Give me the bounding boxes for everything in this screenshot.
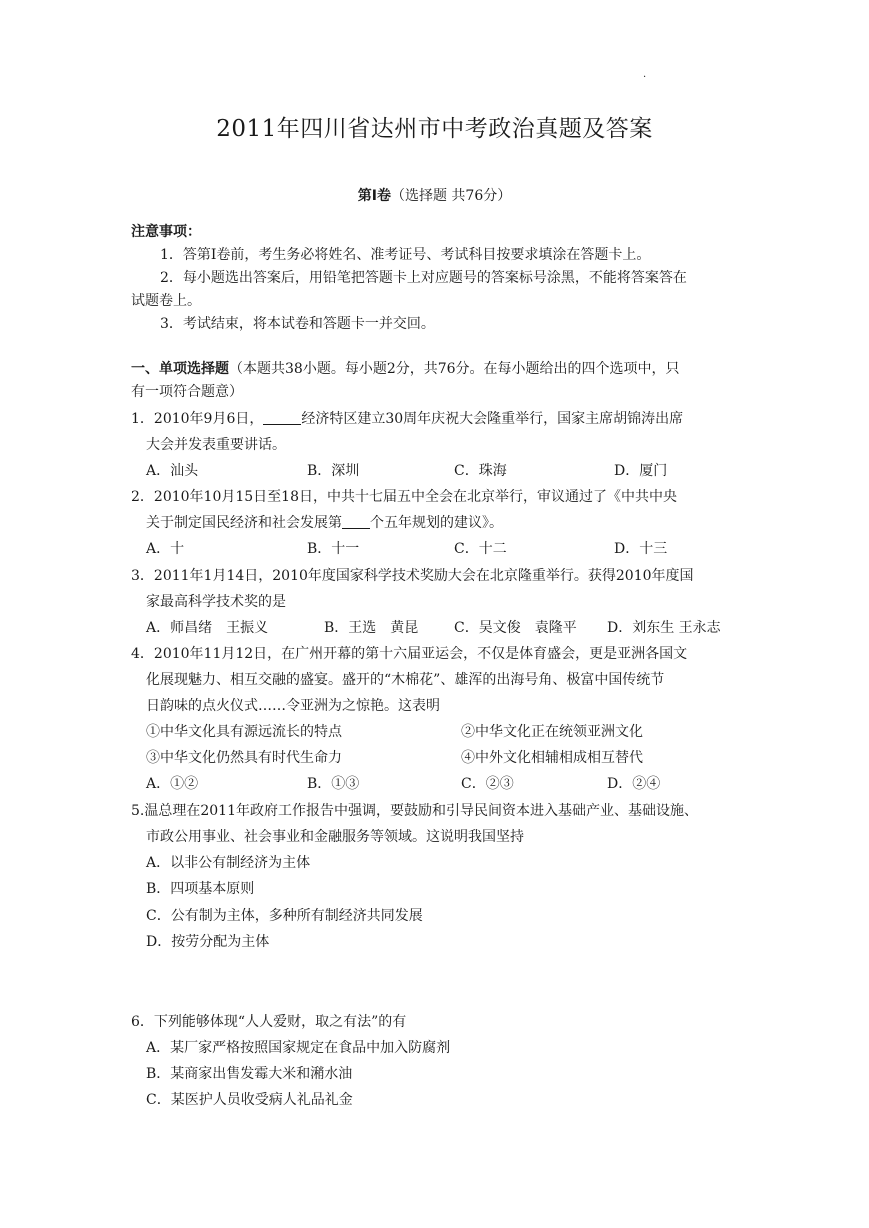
part1-heading: 一、单项选择题 bbox=[131, 361, 229, 377]
q4-option-b: B．①③ bbox=[307, 776, 360, 792]
q6-option-b: B．某商家出售发霉大米和潲水油 bbox=[146, 1066, 353, 1082]
q6-option-c: C．某医护人员收受病人礼品礼金 bbox=[146, 1092, 353, 1108]
q1-option-c: C．珠海 bbox=[454, 463, 507, 479]
q4-option-d: D．②④ bbox=[607, 776, 661, 792]
q4-stem-cont-2: 日韵味的点火仪式……令亚洲为之惊艳。这表明 bbox=[146, 698, 440, 714]
q3-option-c: C．吴文俊 袁隆平 bbox=[454, 620, 577, 636]
section-info: （选择题 共76分） bbox=[390, 188, 512, 204]
q2-stem-cont bbox=[146, 513, 503, 533]
q4-statement-3: ③中华文化仍然具有时代生命力 bbox=[146, 750, 342, 766]
part1-desc: （本题共38小题。每小题2分，共76分。在每小题给出的四个选项中，只 bbox=[229, 361, 680, 377]
q1-blank bbox=[263, 410, 301, 425]
q2-option-c: C．十二 bbox=[454, 541, 507, 557]
part1-heading-line bbox=[131, 359, 680, 379]
q1-option-b: B．深圳 bbox=[307, 463, 360, 479]
q1-stem bbox=[131, 409, 683, 429]
notice-item-2-cont: 试题卷上。 bbox=[131, 293, 201, 309]
q2-stem-b: 个五年规划的建议》。 bbox=[370, 515, 503, 531]
q4-statement-1: ①中华文化具有源远流长的特点 bbox=[146, 724, 342, 740]
q2-stem: 2．2010年10月15日至18日，中共十七届五中全会在北京举行，审议通过了《中共中央 bbox=[131, 489, 677, 505]
q2-stem-a: 关于制定国民经济和社会发展第 bbox=[146, 515, 342, 531]
q2-option-d: D．十三 bbox=[614, 541, 668, 557]
q1-option-a: A．汕头 bbox=[146, 463, 199, 479]
part1-desc-cont: 有一项符合题意） bbox=[131, 384, 243, 400]
q3-option-a: A．师昌绪 王振义 bbox=[146, 620, 269, 636]
q1-stem-b: 经济特区建立30周年庆祝大会隆重举行，国家主席胡锦涛出席 bbox=[301, 411, 684, 427]
q4-option-a: A．①② bbox=[146, 776, 199, 792]
section-heading bbox=[0, 186, 869, 206]
q2-blank bbox=[342, 514, 370, 529]
q3-stem: 3．2011年1月14日，2010年度国家科学技术奖励大会在北京隆重举行。获得2010年度国 bbox=[131, 568, 694, 584]
q4-statement-2: ②中华文化正在统领亚洲文化 bbox=[461, 724, 643, 740]
q6-stem: 6．下列能够体现“人人爱财，取之有法”的有 bbox=[131, 1014, 407, 1030]
q3-option-d: D．刘东生 王永志 bbox=[607, 620, 721, 636]
q1-stem-cont: 大会并发表重要讲话。 bbox=[146, 437, 286, 453]
q5-option-d: D．按劳分配为主体 bbox=[146, 934, 270, 950]
q1-option-d: D．厦门 bbox=[614, 463, 668, 479]
q4-stem: 4．2010年11月12日，在广州开幕的第十六届亚运会，不仅是体育盛会，更是亚洲各国文 bbox=[131, 646, 688, 662]
q5-stem-cont: 市政公用事业、社会事业和金融服务等领域。这说明我国坚持 bbox=[146, 829, 524, 845]
notice-item-1: 1．答第Ⅰ卷前，考生务必将姓名、准考证号、考试科目按要求填涂在答题卡上。 bbox=[160, 247, 651, 263]
notice-item-2: 2．每小题选出答案后，用铅笔把答题卡上对应题号的答案标号涂黑，不能将答案答在 bbox=[160, 270, 687, 286]
notice-heading: 注意事项： bbox=[131, 224, 201, 240]
q4-statement-4: ④中外文化相辅相成相互替代 bbox=[461, 750, 643, 766]
q1-stem-a: 1．2010年9月6日， bbox=[131, 411, 264, 427]
q3-stem-cont: 家最高科学技术奖的是 bbox=[146, 594, 286, 610]
q5-option-c: C．公有制为主体，多种所有制经济共同发展 bbox=[146, 908, 423, 924]
q5-stem: 5.温总理在2011年政府工作报告中强调，要鼓励和引导民间资本进入基础产业、基础设施、 bbox=[131, 803, 698, 819]
q2-option-b: B．十一 bbox=[307, 541, 360, 557]
q4-option-c: C．②③ bbox=[461, 776, 514, 792]
q3-option-b: B．王选 黄昆 bbox=[324, 620, 419, 636]
section-label: 第Ⅰ卷 bbox=[357, 188, 391, 204]
q4-stem-cont-1: 化展现魅力、相互交融的盛宴。盛开的“木棉花”、雄浑的出海号角、极富中国传统节 bbox=[146, 672, 665, 688]
page-title: 2011年四川省达州市中考政治真题及答案 bbox=[216, 116, 653, 142]
q5-option-b: B．四项基本原则 bbox=[146, 881, 255, 897]
q6-option-a: A．某厂家严格按照国家规定在食品中加入防腐剂 bbox=[146, 1040, 451, 1056]
q5-option-a: A．以非公有制经济为主体 bbox=[146, 855, 311, 871]
corner-dot: . bbox=[643, 69, 647, 80]
q2-option-a: A．十 bbox=[146, 541, 185, 557]
notice-item-3: 3．考试结束，将本试卷和答题卡一并交回。 bbox=[160, 316, 435, 332]
